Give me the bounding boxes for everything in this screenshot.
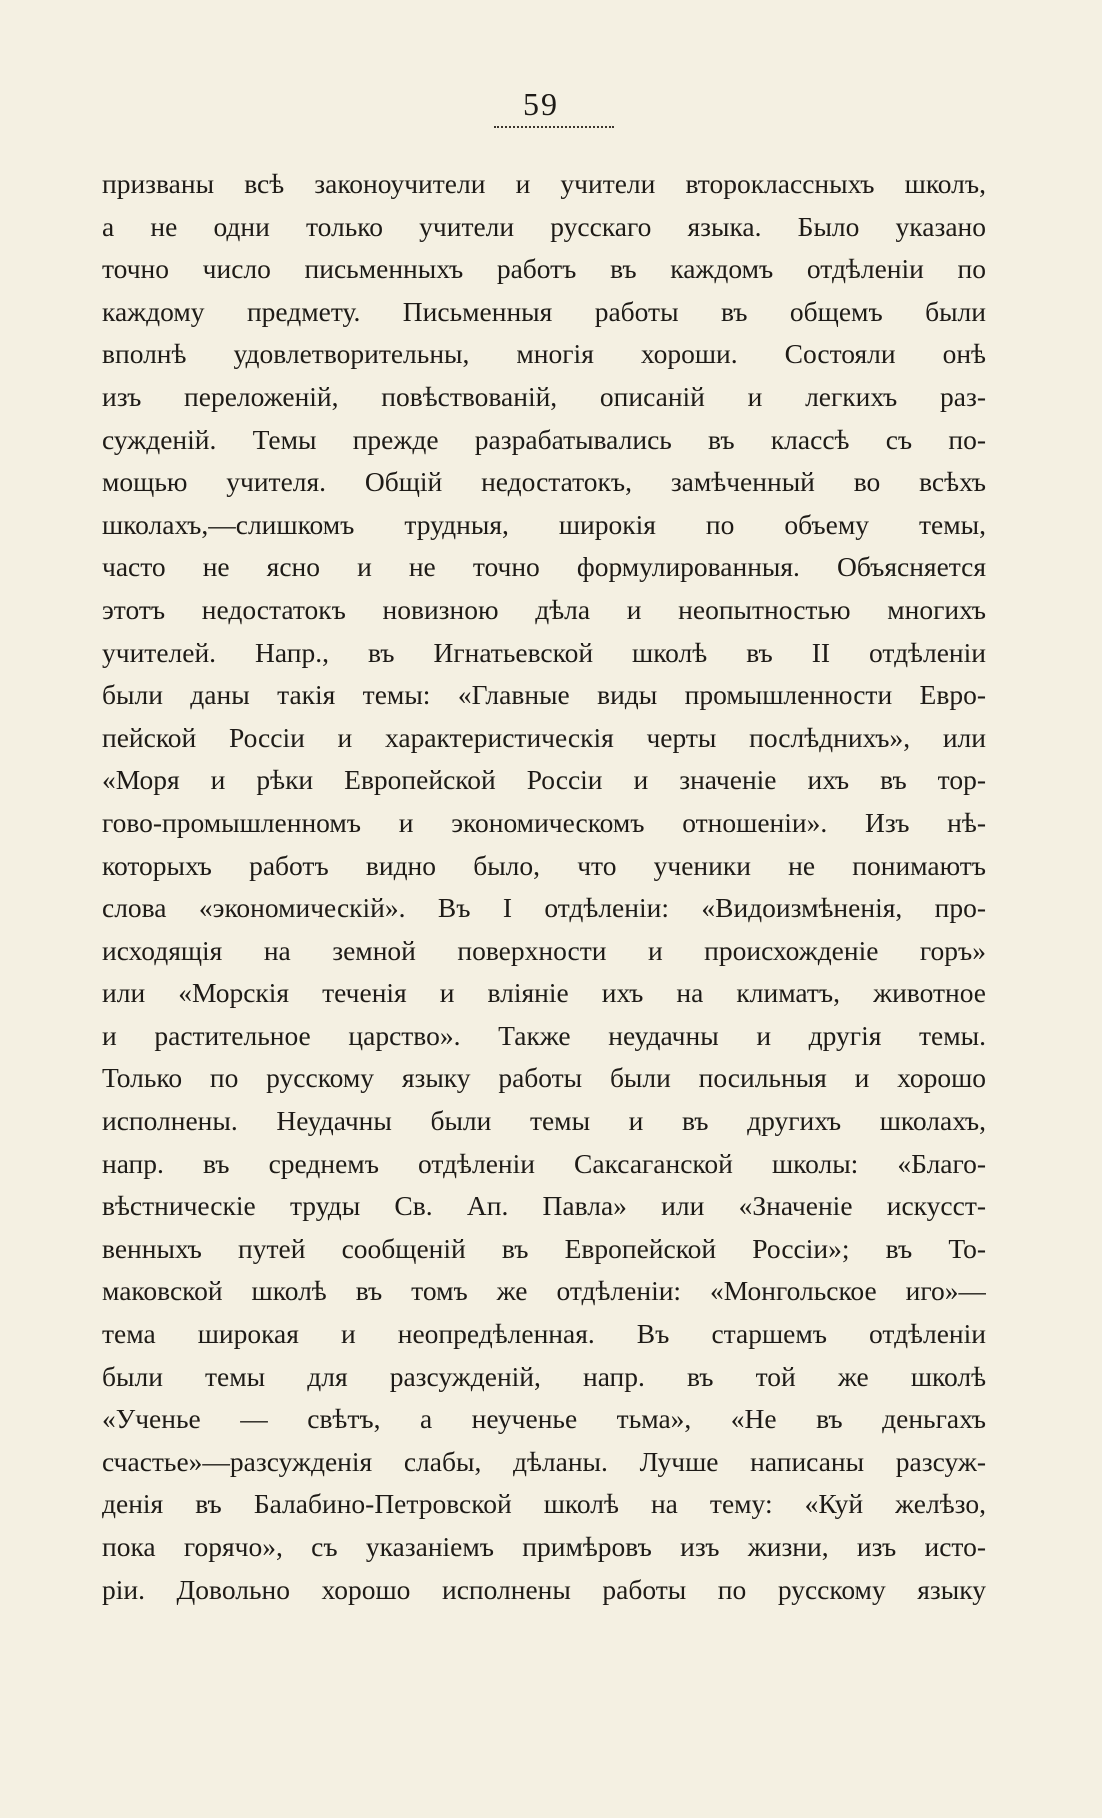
text-line: исполнены. Неудачны были темы и въ другихъ школахъ, [102, 1105, 986, 1137]
text-line: а не одни только учители русскаго языка. Было указано [102, 210, 986, 242]
text-line: или «Морскія теченія и вліяніе ихъ на климатъ, животное [102, 977, 986, 1009]
text-line: пока горячо», съ указаніемъ примѣровъ изъ жизни, изъ исто- [102, 1531, 986, 1562]
text-line: «Ученье — свѣтъ, а неученье тьма», «Не въ деньгахъ [102, 1403, 986, 1435]
text-line: были даны такія темы: «Главные виды промышленности Евро- [102, 679, 986, 711]
text-line: каждому предмету. Письменныя работы въ общемъ были [102, 295, 986, 327]
text-line: пейской Россіи и характеристическія черты послѣднихъ», или [102, 721, 986, 753]
text-line: маковской школѣ въ томъ же отдѣленіи: «Монгольское иго»— [102, 1275, 986, 1307]
text-line: «Моря и рѣки Европейской Россіи и значеніе ихъ въ тор- [102, 764, 986, 796]
text-line: сужденій. Темы прежде разрабатывались въ классѣ съ по- [102, 423, 986, 455]
text-line: мощью учителя. Общій недостатокъ, замѣченный во всѣхъ [102, 466, 986, 498]
header-dotted-rule [494, 126, 614, 128]
body-text [102, 163, 986, 1611]
text-line: слова «экономическій». Въ I отдѣленіи: «Видоизмѣненія, про- [102, 892, 986, 924]
text-line: вѣстническіе труды Св. Ап. Павла» или «Значеніе искусст- [102, 1190, 986, 1222]
page-number: 59 [523, 86, 559, 122]
text-line: точно число письменныхъ работъ въ каждомъ отдѣленіи по [102, 253, 986, 285]
text-line: этотъ недостатокъ новизною дѣла и неопытностью многихъ [102, 593, 986, 625]
text-line: счастье»—разсужденія слабы, дѣланы. Лучше написаны разсуж- [102, 1445, 986, 1477]
text-line: которыхъ работъ видно было, что ученики не понимаютъ [102, 849, 986, 881]
text-line: учителей. Напр., въ Игнатьевской школѣ въ II отдѣленіи [102, 636, 986, 668]
text-line: часто не ясно и не точно формулированныя. Объясняется [102, 551, 986, 583]
text-line: вполнѣ удовлетворительны, многія хороши. Состояли онѣ [102, 338, 986, 370]
text-line: были темы для разсужденій, напр. въ той же школѣ [102, 1360, 986, 1392]
text-line: гово-промышленномъ и экономическомъ отношеніи». Изъ нѣ- [102, 806, 986, 838]
text-line: исходящія на земной поверхности и происхожденіе горъ» [102, 934, 986, 966]
text-line: денія въ Балабино-Петровской школѣ на тему: «Куй желѣзо, [102, 1488, 986, 1520]
text-line: ріи. Довольно хорошо исполнены работы по русскому языку [102, 1573, 986, 1605]
text-line: школахъ,—слишкомъ трудныя, широкія по объему темы, [102, 508, 986, 540]
text-line: тема широкая и неопредѣленная. Въ старшемъ отдѣленіи [102, 1318, 986, 1350]
text-line: напр. въ среднемъ отдѣленіи Саксаганской школы: «Благо- [102, 1147, 986, 1179]
text-line: изъ переложеній, повѣствованій, описаній и легкихъ раз- [102, 380, 986, 412]
text-line: венныхъ путей сообщеній въ Европейской Россіи»; въ То- [102, 1232, 986, 1264]
text-line: призваны всѣ законоучители и учители второклассныхъ школъ, [102, 168, 986, 199]
text-line: и растительное царство». Также неудачны и другія темы. [102, 1019, 986, 1051]
text-line: Только по русскому языку работы были посильныя и хорошо [102, 1062, 986, 1094]
